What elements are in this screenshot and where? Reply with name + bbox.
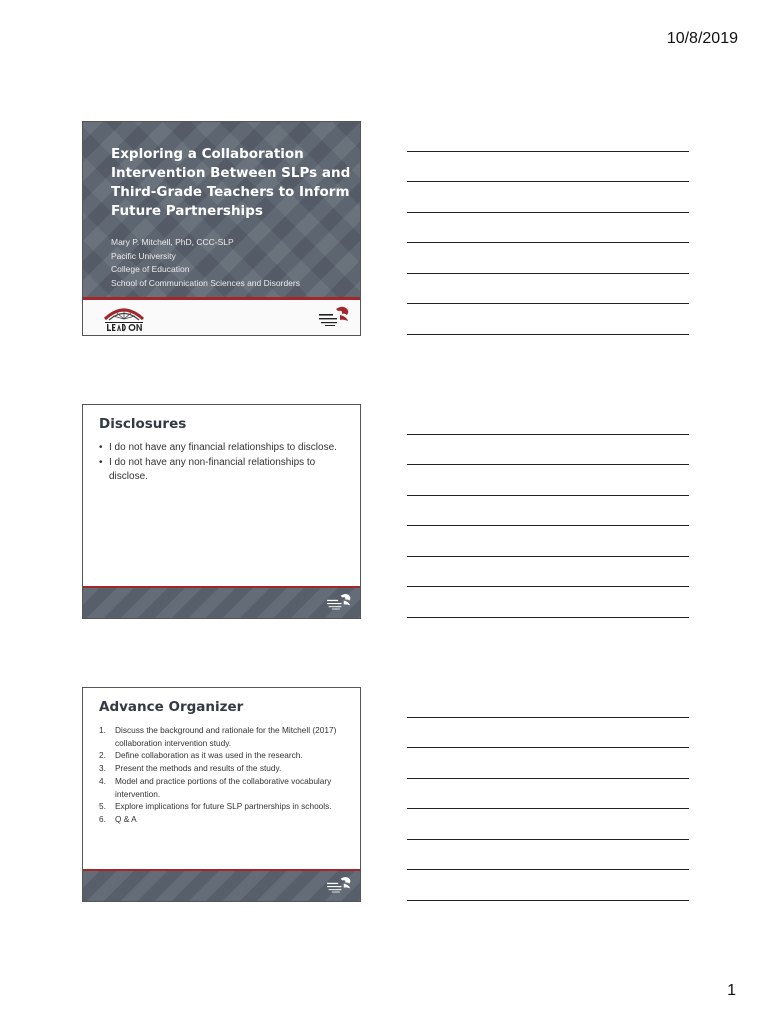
slide-title-text: Exploring a Collaboration Intervention Between SLPs and Third-Grade Teachers to Inform Future Partnerships [111, 146, 351, 219]
note-line [407, 839, 689, 840]
note-line [407, 303, 689, 304]
list-item: 5. Explore implications for future SLP partnerships in schools. [99, 801, 332, 812]
list-item-text: Present the methods and results of the study. [115, 763, 282, 774]
author-university: Pacific University [111, 250, 176, 261]
slide-heading: Advance Organizer [99, 699, 244, 715]
note-line [407, 747, 689, 748]
note-line [407, 464, 689, 465]
pacific-university-logo [316, 303, 352, 333]
slide-heading: Disclosures [99, 416, 187, 432]
note-line [407, 242, 689, 243]
accent-line [83, 297, 360, 300]
note-line [407, 717, 689, 718]
note-line [407, 334, 689, 335]
list-item-text: Discuss the background and rationale for the Mitchell (2017) collaboration intervention study. [115, 725, 337, 748]
list-item-text: Define collaboration as it was used in the research. [115, 750, 303, 761]
list-item-text: Model and practice portions of the collaborative vocabulary intervention. [115, 775, 332, 799]
note-line [407, 273, 689, 274]
note-line [407, 900, 689, 901]
slide-disclosures [82, 404, 361, 619]
author-college: College of Education [111, 264, 190, 274]
list-item-text: Q & A [115, 813, 137, 824]
lead-on-logo [99, 303, 149, 333]
note-line [407, 808, 689, 809]
pacific-university-logo [324, 874, 354, 898]
author-name: Mary P. Mitchell, PhD, CCC-SLP [111, 237, 234, 247]
note-line [407, 778, 689, 779]
bullet-list [99, 441, 349, 485]
list-item: 2. Define collaboration as it was used in the research. [99, 750, 303, 761]
bullet-text: I do not have any non-financial relationships to disclose. [109, 456, 316, 482]
note-line [407, 617, 689, 618]
list-item: 4. Model and practice portions of the collaborative vocabulary intervention. [99, 775, 332, 799]
note-line [407, 434, 689, 435]
slide-footer [83, 871, 360, 901]
page-number: 1 [727, 982, 736, 999]
author-school: School of Communication Sciences and Disorders [111, 277, 300, 288]
slide-advance-organizer [82, 687, 361, 902]
note-line [407, 495, 689, 496]
numbered-list [99, 724, 349, 826]
note-line [407, 181, 689, 182]
note-line [407, 151, 689, 152]
page-date: 10/8/2019 [666, 30, 738, 47]
slide-title [82, 121, 361, 336]
note-line [407, 556, 689, 557]
list-item: 3. Present the methods and results of the study. [99, 763, 282, 774]
bullet-icon: • [99, 442, 103, 453]
note-line [407, 586, 689, 587]
list-item-text: Explore implications for future SLP partnerships in schools. [115, 801, 332, 812]
note-line [407, 212, 689, 213]
pacific-university-logo [324, 591, 354, 615]
author-block [111, 236, 356, 290]
bullet-text: I do not have any financial relationships to disclose. [109, 442, 337, 453]
note-line [407, 869, 689, 870]
list-item: 6. Q & A [99, 813, 137, 824]
list-item: 1. Discuss the background and rationale for the Mitchell (2017) collaboration intervention study. [99, 725, 337, 748]
bullet-item [99, 441, 349, 456]
note-line [407, 525, 689, 526]
bullet-icon: • [99, 456, 103, 468]
bullet-item [99, 456, 349, 485]
slide-footer [83, 588, 360, 618]
